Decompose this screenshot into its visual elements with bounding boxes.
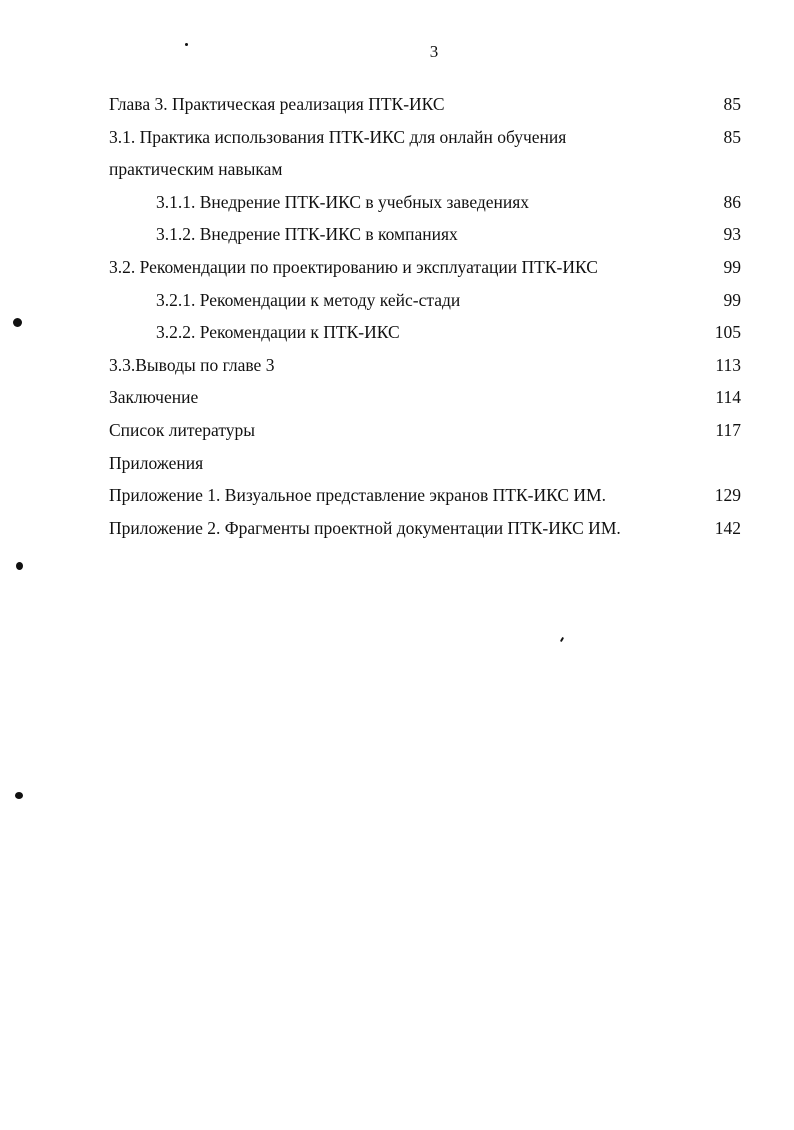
toc-entry-title: Приложение 1. Визуальное представление экранов ПТК-ИКС ИМ. <box>109 485 606 506</box>
toc-entry-title: 3.1.1. Внедрение ПТК-ИКС в учебных заведениях <box>156 191 530 212</box>
toc-entry-title: Приложения <box>109 452 204 473</box>
toc-entry-title: Приложение 2. Фрагменты проектной документации ПТК-ИКС ИМ. <box>109 517 621 538</box>
toc-entry-title: 3.2.1. Рекомендации к методу кейс-стади <box>156 289 461 310</box>
toc-entry-title: 3.1. Практика использования ПТК-ИКС для онлайн обучения <box>109 126 567 147</box>
page-number: 3 <box>429 42 439 61</box>
toc-entry-page: 86 <box>723 191 741 212</box>
toc-entry <box>109 447 741 480</box>
toc-entry-page: 99 <box>723 256 741 277</box>
toc-entry-page: 113 <box>715 354 741 375</box>
toc-entry-title: практическим навыкам <box>109 159 283 180</box>
toc-entry-title: Заключение <box>109 387 199 408</box>
toc-entry-page: 129 <box>714 485 741 506</box>
toc-entry <box>109 349 741 382</box>
toc-entry-title: 3.2. Рекомендации по проектированию и эксплуатации ПТК-ИКС <box>109 256 598 277</box>
toc-entry-page: 93 <box>723 224 741 245</box>
toc-entry-title: Глава 3. Практическая реализация ПТК-ИКС <box>109 94 445 114</box>
scan-speck <box>560 637 564 642</box>
table-of-contents <box>109 88 741 544</box>
toc-entry <box>109 218 741 251</box>
toc-entry-title: Список литературы <box>109 419 256 440</box>
toc-entry-page: 85 <box>723 94 741 114</box>
toc-entry <box>109 153 741 186</box>
scan-speck <box>16 562 23 570</box>
toc-entry <box>109 251 741 284</box>
toc-entry-page: 142 <box>714 517 741 538</box>
scan-speck <box>15 792 23 799</box>
toc-entry-title: 3.2.2. Рекомендации к ПТК-ИКС <box>156 322 400 343</box>
scan-speck <box>13 318 22 327</box>
toc-entry-page: 114 <box>715 387 741 408</box>
toc-entry <box>109 284 741 317</box>
toc-entry-title: 3.1.2. Внедрение ПТК-ИКС в компаниях <box>156 224 458 245</box>
toc-entry <box>109 479 741 512</box>
toc-entry-page: 105 <box>714 322 741 343</box>
toc-entry <box>109 186 741 219</box>
toc-entry-page: 117 <box>715 419 741 440</box>
toc-entry <box>109 316 741 349</box>
toc-entry-title: 3.3.Выводы по главе 3 <box>109 354 275 375</box>
toc-entry-page: 85 <box>723 126 741 147</box>
toc-entry <box>109 414 741 447</box>
toc-entry <box>109 121 741 154</box>
toc-entry-page: 99 <box>723 289 741 310</box>
toc-entry <box>109 88 741 121</box>
toc-entry <box>109 512 741 545</box>
toc-entry <box>109 381 741 414</box>
